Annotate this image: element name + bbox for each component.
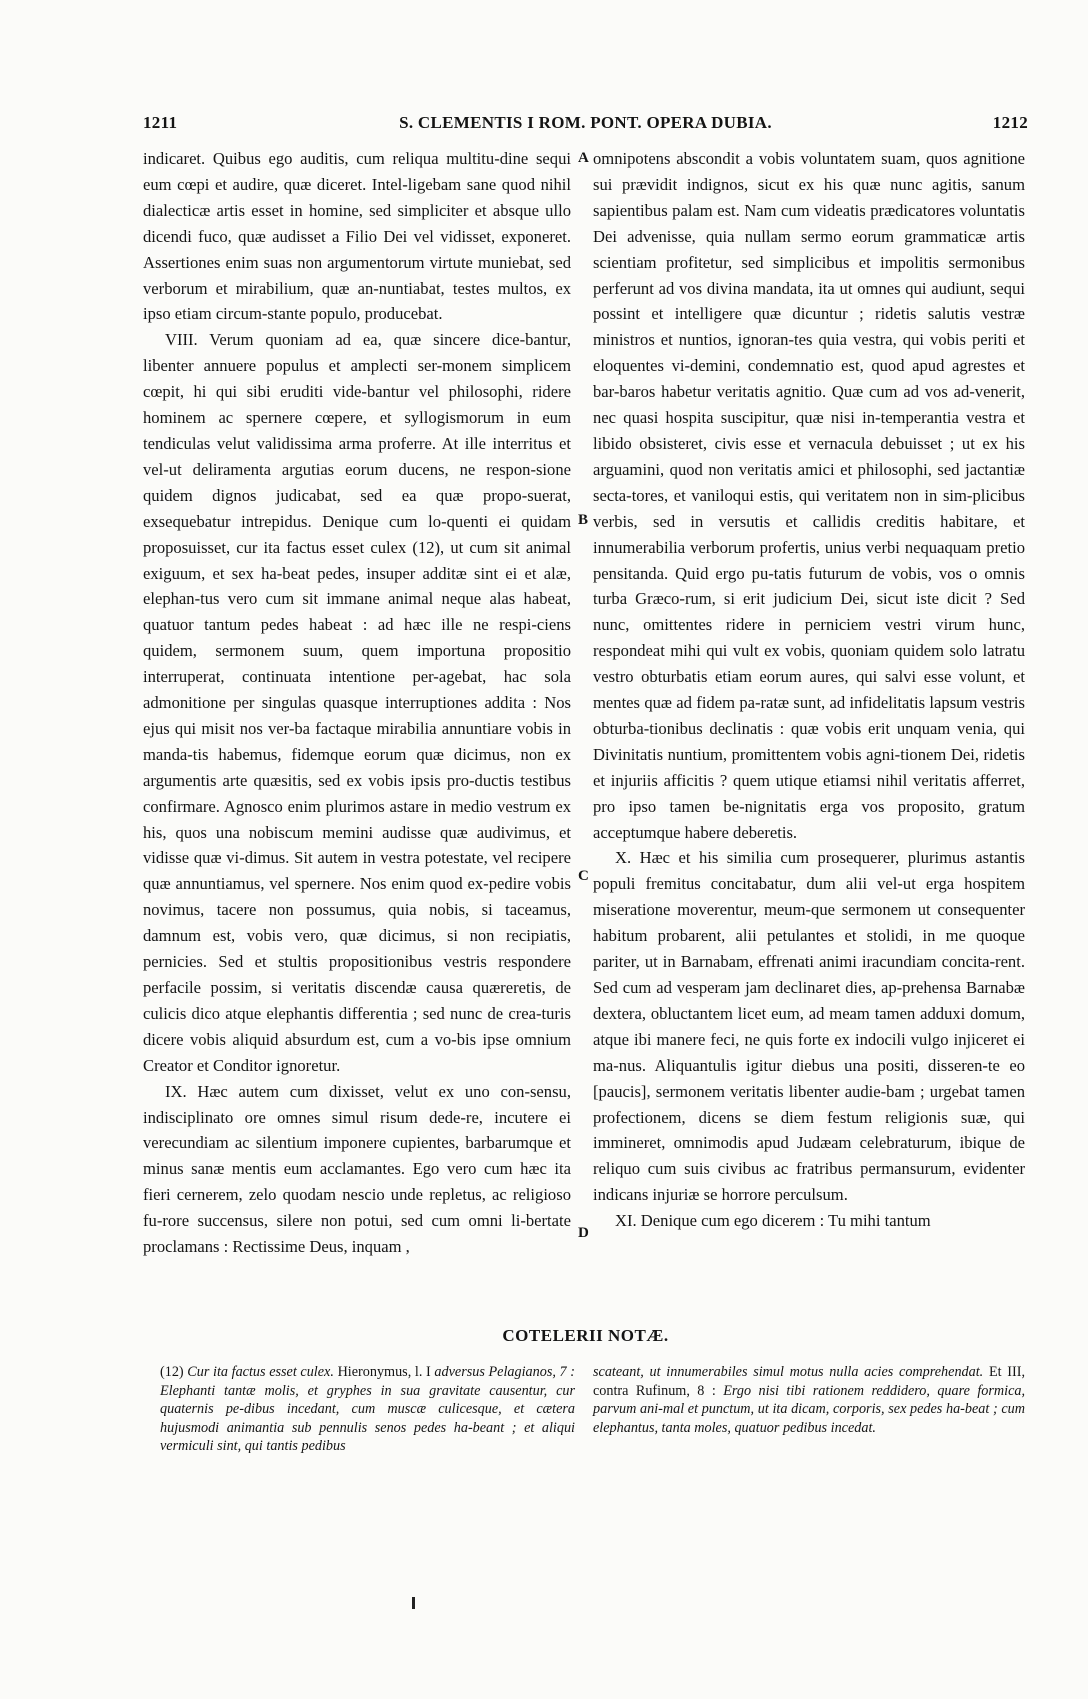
note-quote: adversus Pelagianos, 7 : Elephanti tantæ molis, et gryphes in sua gravitate causentur, cur quaternis pe-dibus incedant, cum muscæ culicesque, et cætera hujusmodi animantia sub pennulis senos pedes ha-beant ; et aliqui vermiculi sint, qui tantis pedibus — [160, 1364, 576, 1455]
paragraph-ix: IX. Hæc autem cum dixisset, velut ex uno con-sensu, indisciplinato ore omnes simul risum dede-re, incutere ei verecundiam ac silentium imponere cupientes, barbarumque et minus sanæ mentis eum acclamantes. Ego vero cum hæc ita fieri cernerem, zelo quodam nescio unde repletus, ac religioso fu-rore succensus, silere non potui, sed cum omni li-bertate proclamans : Rectissime Deus, inquam , — [143, 1081, 571, 1257]
print-mark — [412, 1597, 415, 1609]
paragraph-x: X. Hæc et his similia cum prosequerer, plurimus astantis populi fremitus concitabatur, dum alii vel-ut erga hospitem miseratione moverentur, meum-que sermonem ut consequenter habitum probarent, alii petulantes et stolidi, in me quoque pariter, ut in Barnabam, effrenati animi iracundiam concita-rent. Sed cum ad vesperam jam declinaret dies, ap-prehensa Barnabæ dextera, obluctantem licet eum, ad meam tamen adduxi domum, atque ibi manere feci, ne quis forte ex indocili vulgo injiceret ei ma-nus. Aliquantulis igitur diebus una positi, disseren-te eo [paucis], sermonem veritatis libenter audie-bam ; urgebat tamen profectionem, dicens se diem festum religionis suæ, qui immineret, omnimodis apud Judæam celebraturum, ibique de reliquo cum suis civibus ac fratribus permansurum, evidenter indicans injuriæ se horrore perculsum. — [593, 848, 1025, 1205]
note-citation-2: Et III, contra Rufinum, 8 : — [593, 1364, 1025, 1399]
notes-heading: COTELERII NOTÆ. — [502, 1326, 669, 1345]
margin-marker-d: D — [578, 1225, 589, 1241]
note-number: (12) — [160, 1364, 184, 1380]
paragraph-viii: VIII. Verum quoniam ad ea, quæ sincere dice-bantur, libenter annuere populus et amplecti ser-monem simplicem cœpit, hi qui sibi eruditi vide-bantur vel philosophi, ridere hominem ac spernere cœpere, et syllogismorum in eum tendiculas velut validissima arma proferre. At ille interritus et vel-ut deliramenta argutias eorum ducens, ne respon-sione quidem dignos judicabat, sed ea quæ propo-suerat, exsequebatur intrepidus. Denique cum lo-quenti ei quidam proposuisset, cur ita factus esset culex (12), ut cum sit animal exiguum, et sex ha-beat pedes, insuper additæ sint ei et alæ, elephan-tus vero cum sit immane animal neque alas habeat, quatuor tantum pedes habeat : ad hæc ille ne respi-ciens quidem, sermonem suum, quem importuna propositio interruperat, continuata intentione per-agebat, hac sola admonitione per singulas quasque interruptiones addita : Nos ejus qui misit nos ver-ba factaque mirabilia annuntiare vobis in manda-tis habemus, fidemque eorum quæ dicimus, non ex argumentis arte quæsitis, sed ex vobis ipsis pro-ductis testibus confirmare. Agnosco enim plurimos astare in medio vestrum ex his, quos una nobiscum memini audisse quæ audivimus, et vidisse quæ vi-dimus. Sit autem in vestra potestate, vel recipere quæ annuntiamus, vel spernere. Nos enim quod ex-pedire vobis novimus, tacere non possumus, quia nobis, si taceamus, damnum est, vobis vero, quæ dicimus, si non recipiatis, pernicies. Sed et stultis propositionibus vestris respondere perfacile possim, si veritatis discendæ causa quæreretis, de culicis dico atque elephantis differentia ; sed nunc de crea-turis dicere vobis aliquid absurdum est, cum a vo-bis ipse omnium Creator et Conditor ignoretur. — [143, 330, 571, 1075]
note-quote-continued: scateant, ut innumerabiles simul motus nulla acies comprehendat. — [593, 1364, 984, 1380]
page-number-left: 1211 — [143, 113, 178, 132]
paragraph-xi-start: XI. Denique cum ego dicerem : Tu mihi tantum — [615, 1211, 931, 1231]
note-quote-2: Ergo nisi tibi rationem reddidero, quare formica, parvum ani-mal et punctum, ut ita dicam, corporis, sex pedes ha-beat ; cum elephantus, tanta moles, quatuor pedibus incedat. — [593, 1382, 1026, 1436]
paragraph-vii-end: indicaret. Quibus ego auditis, cum reliqua multitu-dine sequi eum cœpi et audire, quæ diceret. Intel-ligebam sane quod nihil dialecticæ artis esset in homine, sed simpliciter et absque ullo dicendi fuco, quæ audisset a Filio Dei vel vidisset, exponeret. Assertiones enim suas non argumentorum virtute muniebat, sed verborum et mirabilium, quæ an-nuntiabat, testes multos, ex ipso etiam circum-stante populo, producebat. — [143, 149, 571, 324]
margin-marker-b: B — [578, 512, 589, 528]
note-citation: Hieronymus, l. I — [337, 1364, 431, 1380]
note-right-column — [593, 1363, 1025, 1437]
page-number-right: 1212 — [992, 113, 1028, 132]
paragraph-ix-continued: omnipotens abscondit a vobis voluntatem suam, quos agnitione sui prævidit indignos, sicut ex his quæ nunc agitis, sanum sapientibus palam est. Nam cum videatis prædicatores voluntatis Dei advenisse, quia nullam sermo eorum grammaticæ artis scientiam profitetur, sed simplicibus et impolitis sermonibus perferunt ad vos divina mandata, ita ut omnes qui audiunt, sequi possint et intelligere quæ dicuntur ; ridetis salutis vestræ ministros et nuntios, ignoran-tes quia vestra, qui vobis periti et eloquentes vi-demini, condemnatio est, quod apud agrestes et bar-baros habetur veritatis agnitio. Quæ cum ad vos ad-venerit, nec quasi hospita suscipitur, quæ nisi in-temperantia vestra et libido obsisteret, civis esse et vernacula debuisset ; ut ex his arguamini, quod non veritatis amici et philosophi, sed jactantiæ secta-tores, et vaniloqui estis, qui veritatem non in sim-plicibus verbis, sed in versutis et callidis creditis habitare, et innumerabilia verborum profertis, unius verbi nequaquam pretio pensitanda. Quid ergo pu-tatis futurum de vobis, vos o omnis turba Græco-rum, si erit judicium Dei, sicut iste dicit ? Sed nunc, omittentes ridere in perniciem vestri virum hunc, respondeat mihi qui vult ex vobis, quoniam quidem solo latratu vestro obturbatis etiam eorum aures, qui salvi esse volunt, et mentes quæ ad fidem pa-ratæ sunt, ad infidelitatis lapsum vestris obturba-tionibus declinatis : quæ vobis erit unquam venia, qui Divinitatis nuntium, promittentem vobis agni-tionem Dei, ridetis et injuriis afficitis ? quem utique etiamsi nihil veritatis afferret, pro ipso tamen be-nignitatis erga vos proposito, gratum acceptumque habere deberetis. — [593, 149, 1025, 842]
left-column — [143, 146, 571, 1260]
margin-marker-a: A — [578, 150, 589, 166]
note-lemma: Cur ita factus esset culex. — [187, 1364, 334, 1380]
running-title: S. CLEMENTIS I ROM. PONT. OPERA DUBIA. — [399, 113, 772, 132]
margin-marker-c: C — [578, 868, 589, 884]
right-column — [593, 146, 1025, 1234]
page-header — [143, 113, 1028, 141]
note-left-column — [160, 1363, 575, 1456]
